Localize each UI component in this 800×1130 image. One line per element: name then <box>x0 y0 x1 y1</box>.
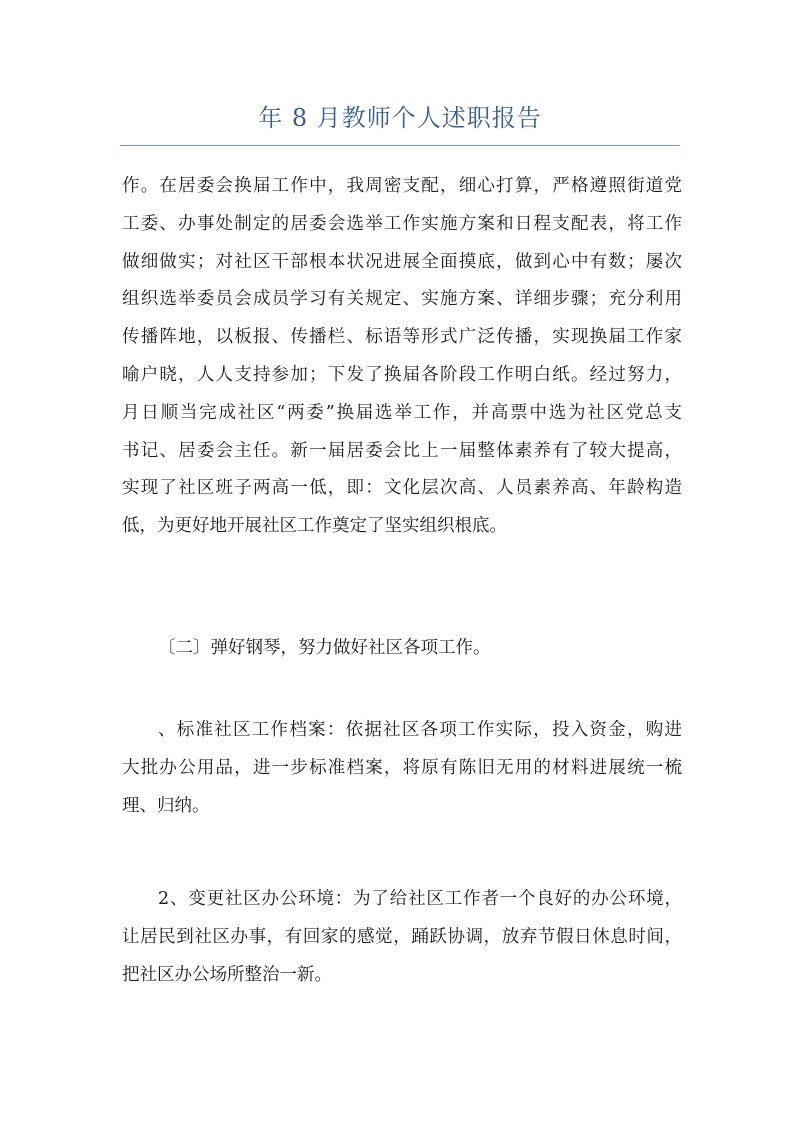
paragraph-1 <box>122 168 682 546</box>
paragraph-line: 低，为更好地开展社区工作奠定了坚实组织根底。 <box>122 516 507 537</box>
paragraph-4 <box>122 881 682 994</box>
paragraph-line: 实现了社区班子两高一低，即：文化层次高、人员素养高、年龄构造 <box>122 478 682 499</box>
paragraph-3 <box>122 712 682 825</box>
paragraph-line: 2、变更社区办公环境：为了给社区工作者一个良好的办公环境， <box>158 889 682 909</box>
paragraph-line: 让居民到社区办事，有回家的感觉，踊跃协调，放弃节假日休息时间， <box>122 926 682 947</box>
paragraph-line: 理、归纳。 <box>122 795 210 816</box>
section-heading-2 <box>122 630 682 668</box>
title-underline <box>120 145 680 146</box>
paragraph-line: 作。在居委会换届工作中，我周密支配，细心打算，严格遵照街道党 <box>122 176 682 196</box>
paragraph-line: 大批办公用品，进一步标准档案，将原有陈旧无用的材料进展统一梳 <box>122 757 682 778</box>
paragraph-line: 、标准社区工作档案：依据社区各项工作实际，投入资金，购进 <box>158 720 682 740</box>
paragraph-line: 工委、办事处制定的居委会选举工作实施方案和日程支配表，将工作 <box>122 213 682 234</box>
paragraph-line: 组织选举委员会成员学习有关规定、实施方案、详细步骤；充分利用 <box>122 289 682 310</box>
document-title: 年 8 月教师个人述职报告 <box>258 104 542 132</box>
paragraph-line: 月日顺当完成社区“两委”换届选举工作，并高票中选为社区党总支 <box>122 402 682 423</box>
paragraph-line: 传播阵地，以板报、传播栏、标语等形式广泛传播，实现换届工作家 <box>122 327 682 348</box>
section-heading-text: 〔二〕弹好钢琴，努力做好社区各项工作。 <box>158 638 491 658</box>
paragraph-line: 喻户晓，人人支持参加；下发了换届各阶段工作明白纸。经过努力， <box>122 364 682 385</box>
paragraph-line: 做细做实；对社区干部根本状况进展全面摸底，做到心中有数；屡次 <box>122 251 682 272</box>
paragraph-line: 书记、居委会主任。新一届居委会比上一届整体素养有了较大提高， <box>122 440 682 461</box>
paragraph-line: 把社区办公场所整治一新。 <box>122 964 332 985</box>
